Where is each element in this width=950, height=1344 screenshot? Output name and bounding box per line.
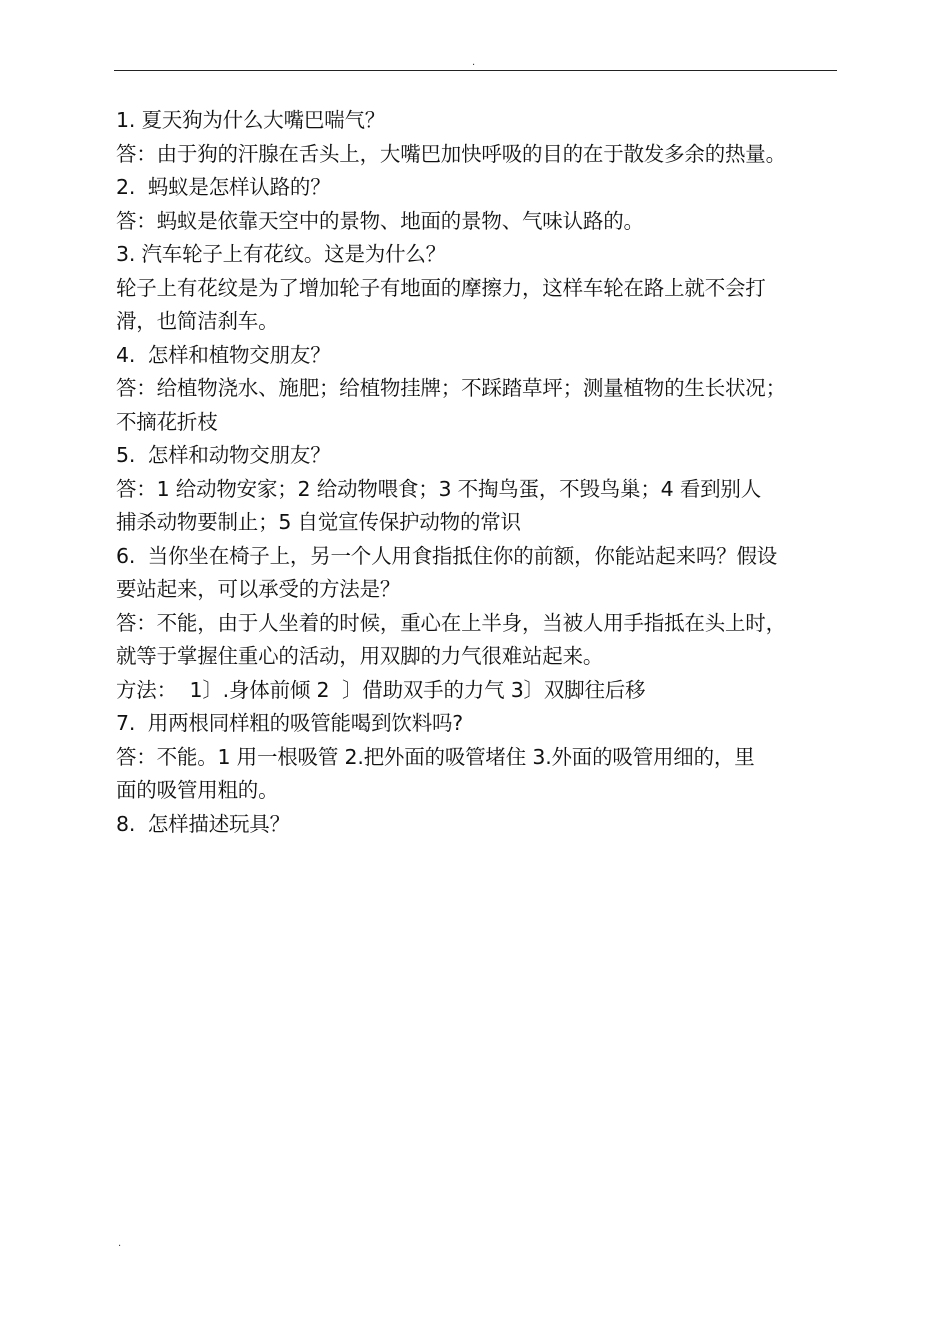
question-7: 7. 用两根同样粗的吸管能喝到饮料吗? — [116, 711, 463, 735]
question-2: 2. 蚂蚁是怎样认路的？ — [116, 175, 331, 199]
question-3: 3. 汽车轮子上有花纹。这是为什么？ — [116, 242, 446, 266]
header-dot: . — [472, 57, 476, 68]
answer-6-line-2: 就等于掌握住重心的活动，用双脚的力气很难站起来。 — [116, 644, 604, 668]
answer-2: 答：蚂蚁是依靠天空中的景物、地面的景物、气味认路的。 — [116, 208, 644, 233]
answer-6-method: 方法： 1〕.身体前倾 2 〕借助双手的力气 3〕双脚往后移 — [116, 677, 646, 702]
document-body — [116, 104, 856, 841]
answer-5-line-1: 答：1 给动物安家；2 给动物喂食；3 不掏鸟蛋，不毁鸟巢；4 看到别人 — [116, 476, 762, 501]
question-5: 5. 怎样和动物交朋友？ — [116, 443, 331, 467]
answer-7-line-1: 答：不能。1 用一根吸管 2.把外面的吸管堵住 3.外面的吸管用细的，里 — [116, 744, 755, 769]
answer-7-line-2: 面的吸管用粗的。 — [116, 778, 279, 802]
question-6-line-1: 6. 当你坐在椅子上，另一个人用食指抵住你的前额，你能站起来吗？假设 — [116, 543, 778, 568]
question-1: 1. 夏天狗为什么大嘴巴喘气？ — [116, 108, 386, 132]
answer-3-line-1: 轮子上有花纹是为了增加轮子有地面的摩擦力，这样车轮在路上就不会打 — [116, 275, 766, 300]
answer-5-line-2: 捕杀动物要制止；5 自觉宣传保护动物的常识 — [116, 510, 521, 534]
question-4: 4. 怎样和植物交朋友？ — [116, 342, 331, 367]
answer-3-line-2: 滑，也简洁刹车。 — [116, 309, 279, 333]
question-6-line-2: 要站起来，可以承受的方法是？ — [116, 577, 401, 601]
header-rule — [114, 70, 837, 71]
footer-dot: . — [118, 1238, 122, 1249]
question-8: 8. 怎样描述玩具？ — [116, 811, 290, 836]
answer-4-line-1: 答：给植物浇水、施肥；给植物挂牌；不踩踏草坪；测量植物的生长状况； — [116, 376, 786, 400]
answer-6-line-1: 答：不能，由于人坐着的时候，重心在上半身，当被人用手指抵在头上时， — [116, 610, 786, 635]
answer-4-line-2: 不摘花折枝 — [116, 409, 218, 434]
answer-1: 答：由于狗的汗腺在舌头上，大嘴巴加快呼吸的目的在于散发多余的热量。 — [116, 141, 786, 166]
